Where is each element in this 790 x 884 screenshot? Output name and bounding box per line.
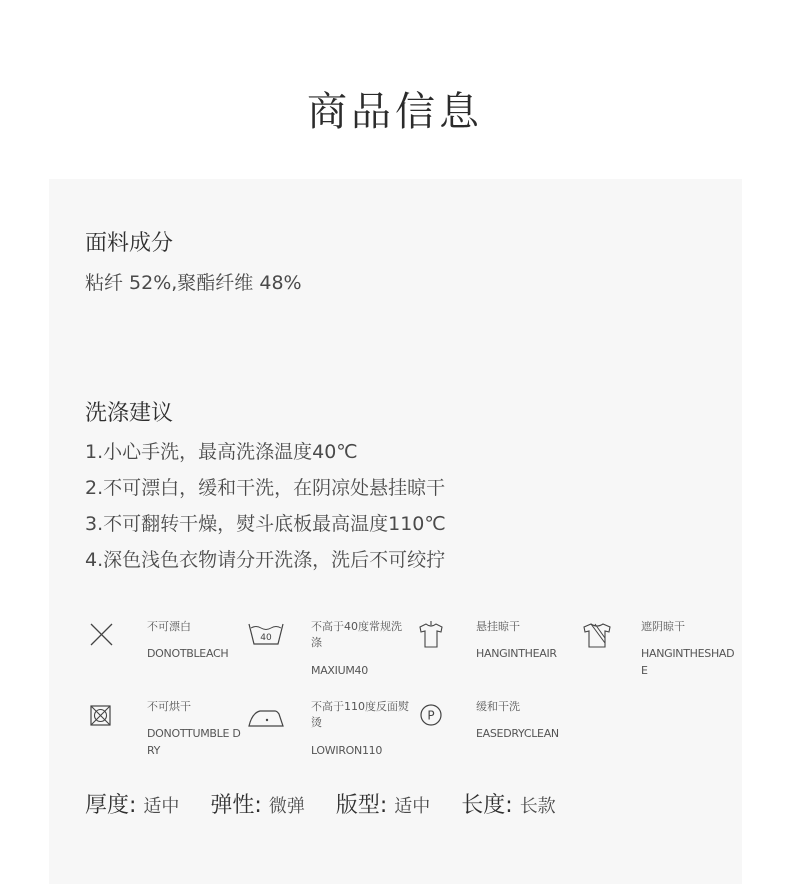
washing-line-4: 4.深色浅色衣物请分开洗涤，洗后不可绞拧 xyxy=(85,549,446,571)
care-cn-label: 缓和干洗 xyxy=(476,700,520,713)
care-en-label: HANGINTHESHADE xyxy=(641,647,735,677)
care-en-label: DONOTTUMBLE DRY xyxy=(147,727,241,757)
washing-line-3: 3.不可翻转干燥，熨斗底板最高温度110℃ xyxy=(85,513,446,535)
product-info-panel xyxy=(49,179,742,884)
washing-section-title: 洗涤建议 xyxy=(85,401,174,426)
attribute-value: 微弹 xyxy=(268,796,305,817)
shade-dry-icon xyxy=(579,621,617,651)
attributes-row xyxy=(85,791,580,822)
attribute-label: 厚度: xyxy=(85,793,137,818)
care-cn-label: 不可烘干 xyxy=(147,700,191,713)
hang-dry-icon xyxy=(413,621,451,651)
attribute-value: 适中 xyxy=(394,796,431,817)
care-cn-label: 不可漂白 xyxy=(147,620,191,633)
page-title: 商品信息 xyxy=(307,89,483,135)
care-en-label: LOWIRON110 xyxy=(311,744,383,757)
care-cn-label: 遮阴晾干 xyxy=(641,620,685,633)
no-tumble-dry-icon xyxy=(85,701,123,731)
care-en-label: MAXIUM40 xyxy=(311,664,368,677)
care-cn-label: 悬挂晾干 xyxy=(476,620,520,633)
care-en-label: EASEDRYCLEAN xyxy=(476,727,559,740)
dry-clean-p-icon-text: P xyxy=(427,708,435,723)
attribute-label: 版型: xyxy=(335,793,388,818)
wash-40-icon-text: 40 xyxy=(260,633,272,643)
attribute-value: 长款 xyxy=(519,796,556,817)
fabric-composition: 粘纤 52%,聚酯纤维 48% xyxy=(85,272,302,294)
attribute-value: 适中 xyxy=(143,796,180,817)
attribute-fit xyxy=(336,791,430,822)
no-bleach-icon xyxy=(85,619,123,649)
washing-line-2: 2.不可漂白，缓和干洗，在阴凉处悬挂晾干 xyxy=(85,477,446,499)
fabric-section-title: 面料成分 xyxy=(85,231,174,256)
attribute-thickness xyxy=(85,791,179,822)
attribute-label: 弹性: xyxy=(210,793,262,818)
attribute-elasticity xyxy=(210,791,304,822)
washing-line-1: 1.小心手洗，最高洗涤温度40℃ xyxy=(85,441,358,463)
attribute-label: 长度: xyxy=(461,793,513,818)
dry-clean-p-icon xyxy=(413,701,451,731)
care-cn-label: 不高于40度常规洗涤 xyxy=(311,620,402,649)
care-en-label: HANGINTHEAIR xyxy=(476,647,557,660)
attribute-length xyxy=(461,791,555,822)
wash-40-icon xyxy=(247,619,285,649)
iron-110-icon xyxy=(247,701,285,731)
care-en-label: DONOTBLEACH xyxy=(147,647,229,660)
care-cn-label: 不高于110度反面熨烫 xyxy=(311,700,409,729)
